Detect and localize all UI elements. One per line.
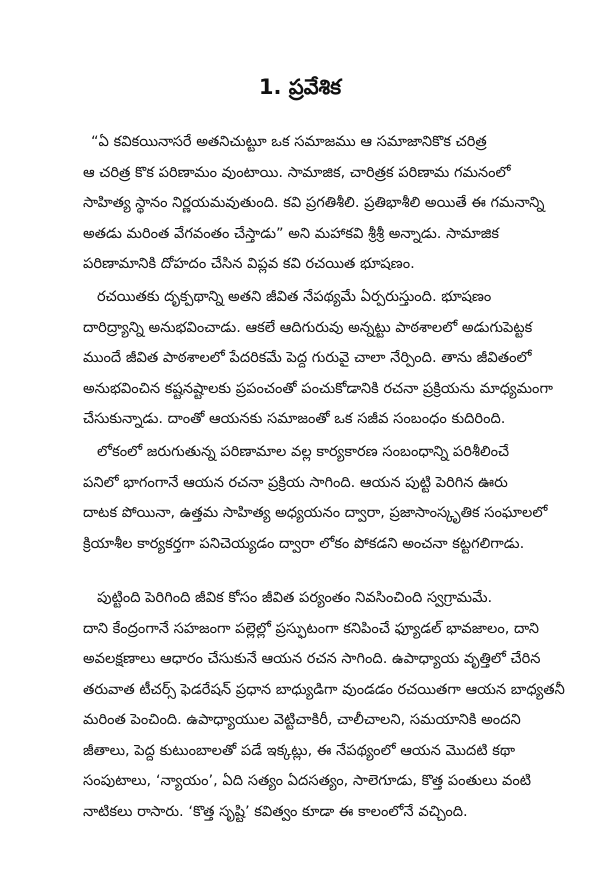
paragraph-line: జీతాలు, పెద్ద కుటుంబాలతో పడే ఇక్కట్లు, ఈ నేపథ్యంలో ఆయన మొదటి కథా: [83, 741, 516, 759]
paragraph-line: సాహిత్య స్థానం నిర్ణయమవుతుంది. కవి ప్రగతిశీలి. ప్రతిభాశీలి అయితే ఈ గమనాన్ని: [83, 194, 545, 211]
paragraph-line: అనుభవించిన కష్టనష్టాలకు ప్రపంచంతో పంచుకోడానికి రచనా ప్రక్రియను మాధ్యమంగా: [83, 379, 553, 397]
paragraph-1: [83, 127, 573, 280]
paragraph-line: పనిలో భాగంగానే ఆయన రచనా ప్రక్రియ సాగింది. ఆయన పుట్టి పెరిగిన ఊరు: [83, 473, 508, 491]
paragraph-line: మరింత పెంచింది. ఉపాధ్యాయుల వెట్టిచాకిరీ, చాలీచాలని, సమయానికి అందని: [83, 711, 521, 728]
paragraph-line: దారిద్ర్యాన్ని అనుభవించాడు. ఆకలే ఆదిగురువు అన్నట్టు పాఠశాలలో అడుగుపెట్టక: [83, 318, 533, 336]
paragraph-line: “ఏ కవికయినాసరే అతనిచుట్టూ ఒక సమాజము ఆ సమాజానికొక చరిత్ర: [91, 133, 487, 150]
paragraph-line: చేసుకున్నాడు. దాంతో ఆయనకు సమాజంతో ఒక సజీవ సంబంధం కుదిరింది.: [83, 410, 506, 427]
paragraph-line: క్రియాశీల కార్యకర్తగా పనిచెయ్యడం ద్వారా లోకం పోకడని అంచనా కట్టగలిగాడు.: [83, 534, 525, 552]
paragraph-line: అవలక్షణాలు ఆధారం చేసుకునే ఆయన రచన సాగింది. ఉపాధ్యాయ వృత్తిలో చేరిన: [83, 650, 541, 667]
paragraph-2: [83, 282, 573, 435]
paragraph-4: [83, 583, 573, 827]
paragraph-line: రచయితకు దృక్పథాన్ని అతని జీవిత నేపథ్యమే ఏర్పరుస్తుంది. భూషణం: [97, 288, 492, 305]
chapter-title: 1. ప్రవేశిక: [258, 75, 342, 99]
paragraph-line: తరువాత టీచర్స్ ఫెడరేషన్ ప్రధాన బాధ్యుడిగా వుండడం రచయితగా ఆయన బాధ్యతనీ: [83, 680, 565, 698]
paragraph-line: లోకంలో జరుగుతున్న పరిణామాల వల్ల కార్యకారణ సంబంధాన్ని పరిశీలించే: [97, 443, 510, 460]
paragraph-line: పుట్టింది పెరిగింది జీవిక కోసం జీవిత పర్యంతం నివసించింది స్వగ్రామమే.: [97, 589, 493, 606]
paragraph-3: [83, 437, 573, 559]
paragraph-line: పరిణామానికి దోహదం చేసిన విప్లవ కవి రచయిత భూషణం.: [83, 255, 415, 272]
paragraph-line: దాని కేంద్రంగానే సహజంగా పల్లెల్లో ప్రస్ఫుటంగా కనిపించే ఫ్యూడల్ భావజాలం, దాని: [83, 619, 539, 637]
paragraph-line: ముందే జీవిత పాఠశాలలో పేదరికమే పెద్ద గురువై చాలా నేర్పింది. తాను జీవితంలో: [83, 349, 532, 366]
paragraph-line: దాటక పోయినా, ఉత్తమ సాహిత్య అధ్యయనం ద్వారా, ప్రజాసాంస్కృతిక సంఘాలలో: [83, 504, 548, 521]
paragraph-line: అతడు మరింత వేగవంతం చేస్తాడు” అని మహాకవి శ్రీశ్రీ అన్నాడు. సామాజిక: [83, 224, 500, 242]
paragraph-line: నాటికలు రాసారు. ‘కొత్త సృష్టి’ కవిత్వం కూడా ఈ కాలంలోనే వచ్చింది.: [83, 802, 468, 820]
paragraph-line: సంపుటాలు, ‘న్యాయం’, ఏది సత్యం ఏదసత్యం, సాలెగూడు, కొత్త పంతులు వంటి: [83, 772, 532, 789]
paragraph-line: ఆ చరిత్ర కొక పరిణామం వుంటాయి. సామాజిక, చారిత్రక పరిణామ గమనంలో: [83, 163, 511, 181]
